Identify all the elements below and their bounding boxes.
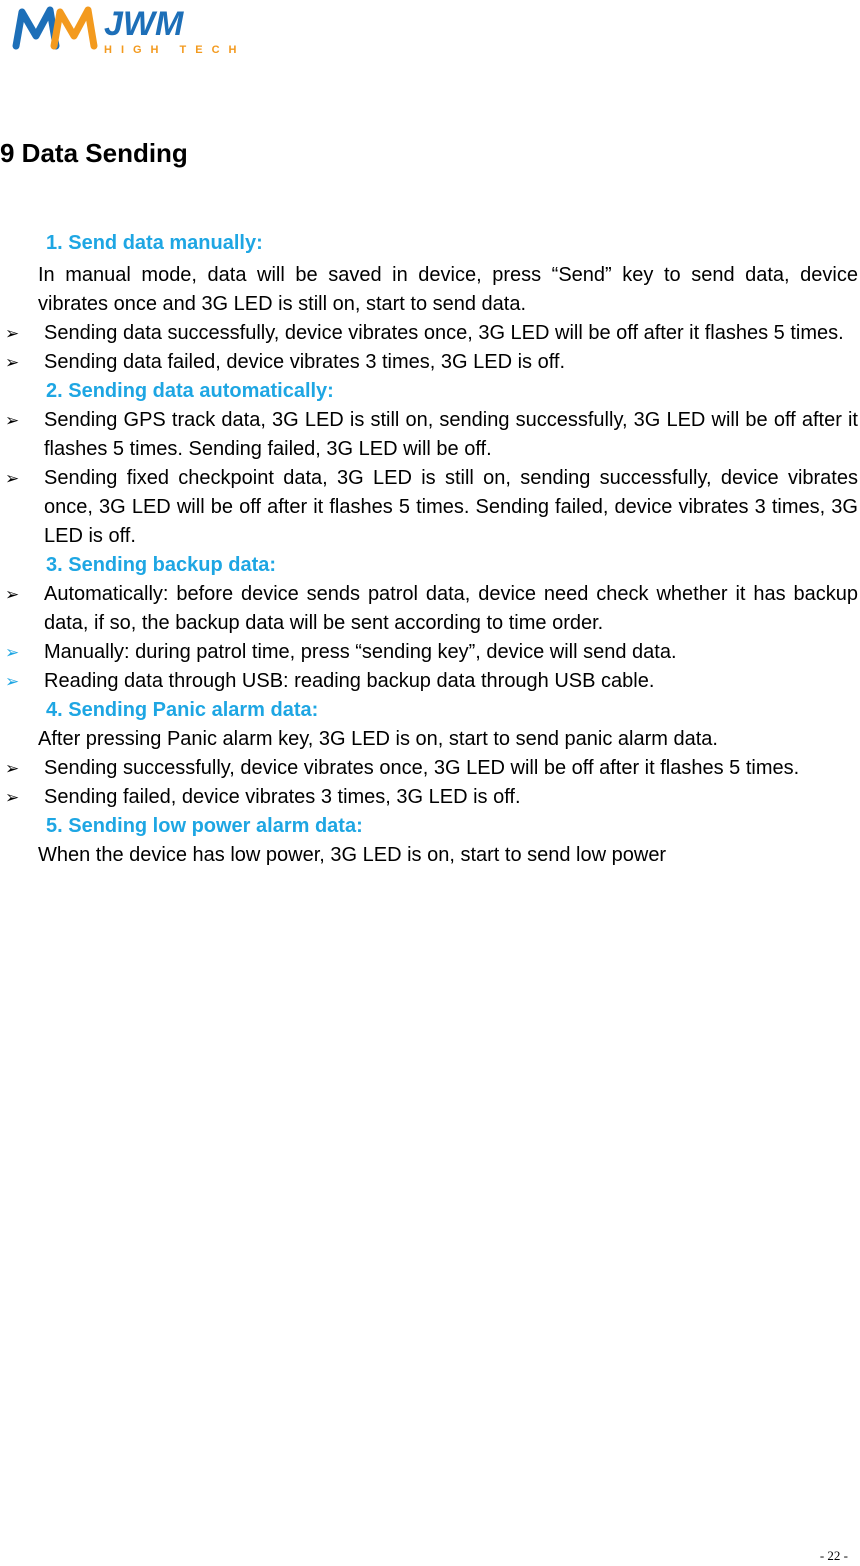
arrow-bullet-icon: ➢ <box>5 788 20 807</box>
arrow-bullet-icon: ➢ <box>5 759 20 778</box>
svg-text:JWM: JWM <box>104 5 184 43</box>
company-logo <box>12 2 246 56</box>
list-item: ➢ Automatically: before device sends patrol data, device need check whether it has backup data, if so, the backup data will be sent according to time order. <box>0 580 858 638</box>
page-number: - 22 - <box>819 1548 848 1563</box>
document-body <box>0 229 858 870</box>
list-item: ➢ Reading data through USB: reading backup data through USB cable. <box>0 667 858 696</box>
section-paragraph: When the device has low power, 3G LED is on, start to send low power <box>38 844 667 866</box>
jwm-logo-icon <box>12 2 246 56</box>
page-title: 9 Data Sending <box>0 138 188 168</box>
section-heading-low-power-alarm: 5. Sending low power alarm data: <box>46 815 363 837</box>
section-paragraph: In manual mode, data will be saved in device, press “Send” key to send data, device vibrates once and 3G LED is still on, start to send data. <box>38 264 858 315</box>
arrow-bullet-icon: ➢ <box>5 469 20 488</box>
arrow-bullet-icon: ➢ <box>5 672 20 691</box>
list-item: ➢ Sending failed, device vibrates 3 times, 3G LED is off. <box>0 783 858 812</box>
list-item: ➢ Sending data successfully, device vibrates once, 3G LED will be off after it flashes 5 times. <box>0 319 858 348</box>
section-heading-backup-data: 3. Sending backup data: <box>46 554 277 576</box>
arrow-bullet-icon: ➢ <box>5 643 20 662</box>
arrow-bullet-icon: ➢ <box>5 353 20 372</box>
list-item: ➢ Manually: during patrol time, press “sending key”, device will send data. <box>0 638 858 667</box>
list-item: ➢ Sending fixed checkpoint data, 3G LED is still on, sending successfully, device vibrates once, 3G LED will be off after it flashes 5 times. Sending failed, device vibrates 3 times, 3G LED is off. <box>0 464 858 551</box>
list-item: ➢ Sending successfully, device vibrates once, 3G LED will be off after it flashes 5 times. <box>0 754 858 783</box>
arrow-bullet-icon: ➢ <box>5 585 20 604</box>
arrow-bullet-icon: ➢ <box>5 324 20 343</box>
list-item: ➢ Sending GPS track data, 3G LED is still on, sending successfully, 3G LED will be off after it flashes 5 times. Sending failed, 3G LED will be off. <box>0 406 858 464</box>
arrow-bullet-icon: ➢ <box>5 411 20 430</box>
section-paragraph: After pressing Panic alarm key, 3G LED is on, start to send panic alarm data. <box>38 728 718 750</box>
section-heading-send-manually: 1. Send data manually: <box>46 232 263 254</box>
list-item: ➢ Sending data failed, device vibrates 3 times, 3G LED is off. <box>0 348 858 377</box>
svg-text:HIGH TECH: HIGH TECH <box>104 44 246 56</box>
section-heading-panic-alarm: 4. Sending Panic alarm data: <box>46 699 319 721</box>
section-heading-send-automatically: 2. Sending data automatically: <box>46 380 334 402</box>
